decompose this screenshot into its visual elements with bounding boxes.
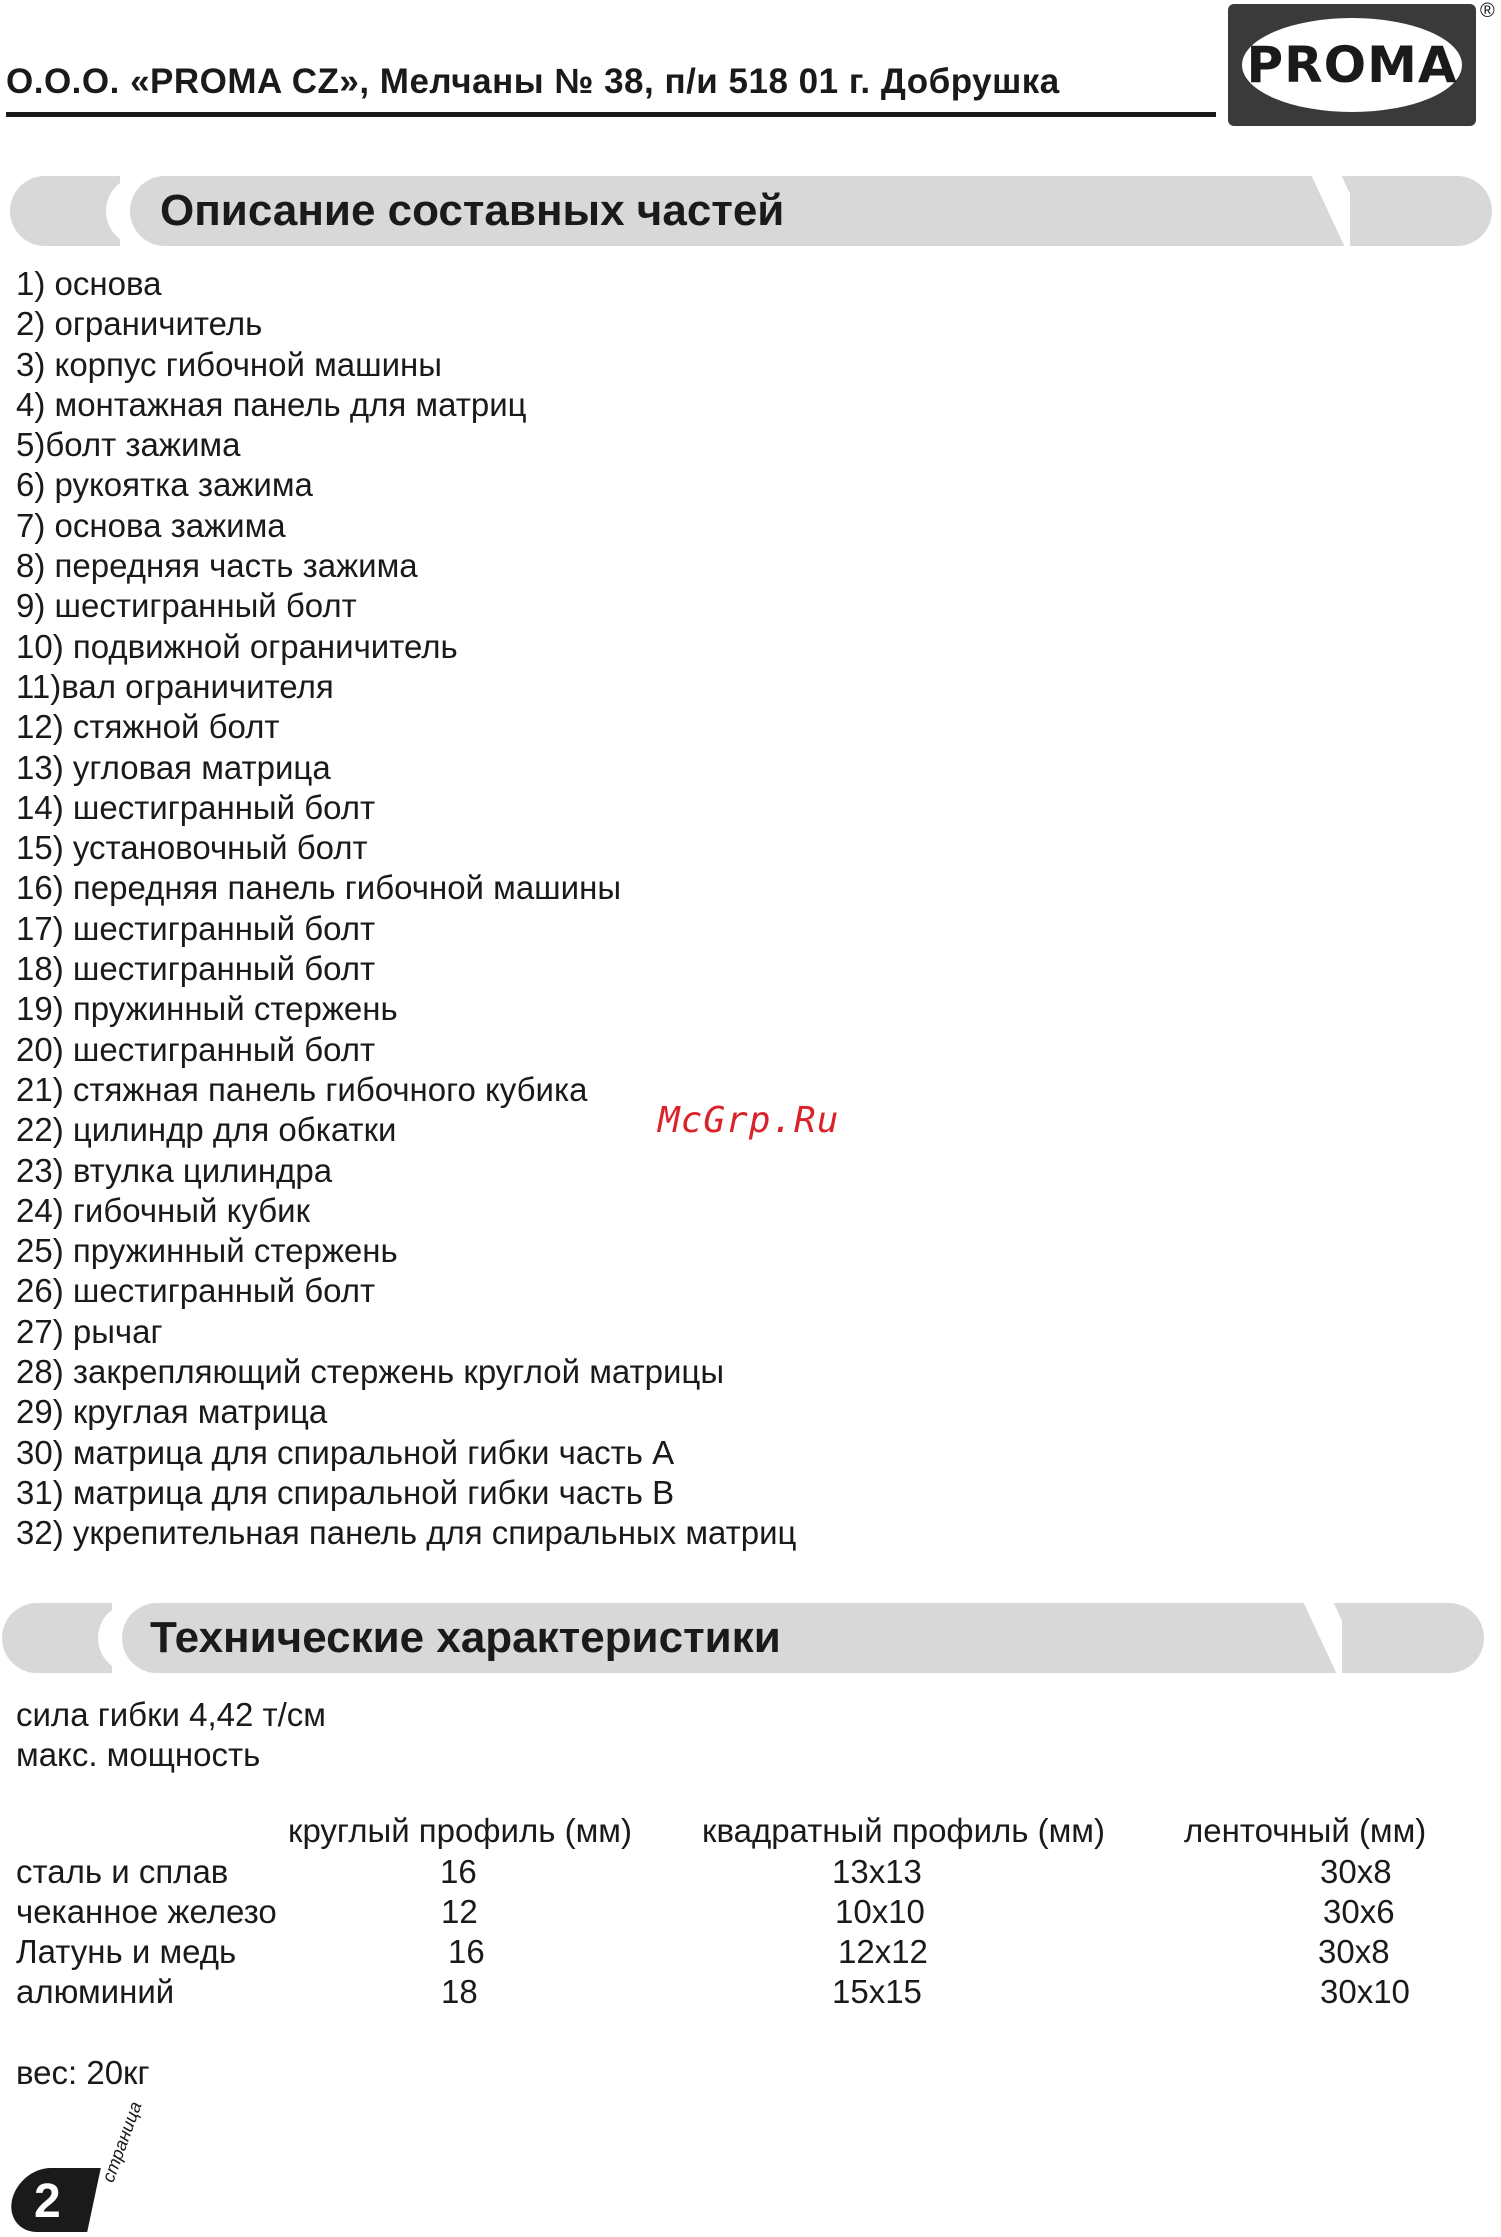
table-cell-square: 13x13 <box>832 1853 922 1890</box>
parts-list-item: 11)вал ограничителя <box>16 667 334 705</box>
parts-list-item: 8) передняя часть зажима <box>16 547 418 585</box>
parts-list-item: 9) шестигранный болт <box>16 587 357 625</box>
parts-section-banner <box>10 176 1492 246</box>
parts-list-item: 3) корпус гибочной машины <box>16 345 442 383</box>
parts-list-item: 18) шестигранный болт <box>16 950 376 988</box>
parts-list-item: 1) основа <box>16 265 162 302</box>
weight: вес: 20кг <box>16 2054 150 2091</box>
table-cell-square: 15x15 <box>832 1973 922 2010</box>
header-divider <box>6 112 1216 117</box>
parts-section-title: Описание составных частей <box>160 186 785 235</box>
parts-list-item: 7) основа зажима <box>16 506 286 544</box>
registered-mark: ® <box>1480 0 1495 22</box>
table-cell-strip: 30x10 <box>1320 1973 1410 2010</box>
table-cell-strip: 30x8 <box>1318 1933 1390 1970</box>
table-row-material: Латунь и медь <box>16 1933 237 1970</box>
parts-list-item: 19) пружинный стержень <box>16 990 398 1028</box>
parts-list-item: 28) закрепляющий стержень круглой матрицы <box>16 1353 725 1391</box>
table-cell-round: 12 <box>441 1893 478 1930</box>
logo-oval <box>1242 18 1462 112</box>
parts-list-item: 20) шестигранный болт <box>16 1030 376 1068</box>
parts-list-item: 24) гибочный кубик <box>16 1191 311 1229</box>
table-row-material: сталь и сплав <box>16 1853 229 1890</box>
page-number: 2 <box>34 2175 61 2228</box>
parts-list-item: 5)болт зажима <box>16 426 241 464</box>
table-cell-round: 18 <box>441 1973 478 2010</box>
banner-right-cap <box>1342 1603 1484 1673</box>
proma-logo <box>1228 4 1476 126</box>
bending-force: сила гибки 4,42 т/см <box>16 1696 326 1733</box>
parts-list-item: 29) круглая матрица <box>16 1393 328 1431</box>
parts-list-item: 17) шестигранный болт <box>16 909 376 947</box>
col-header-round: круглый профиль (мм) <box>288 1812 632 1849</box>
table-row-material: чеканное железо <box>16 1893 277 1930</box>
parts-list-item: 32) укрепительная панель для спиральных матриц <box>16 1514 797 1552</box>
parts-list-item: 16) передняя панель гибочной машины <box>16 869 622 907</box>
table-cell-square: 10x10 <box>835 1893 925 1930</box>
table-cell-round: 16 <box>448 1933 485 1970</box>
parts-list <box>16 264 796 1554</box>
parts-list-item: 2) ограничитель <box>16 305 263 343</box>
max-power: макс. мощность <box>16 1736 261 1773</box>
parts-list-item: 4) монтажная панель для матриц <box>16 385 527 423</box>
parts-list-item: 25) пружинный стержень <box>16 1232 398 1270</box>
parts-list-item: 21) стяжная панель гибочного кубика <box>16 1070 588 1108</box>
parts-list-item: 6) рукоятка зажима <box>16 466 313 504</box>
banner-left-cap <box>10 176 120 246</box>
parts-list-item: 30) матрица для спиральной гибки часть А <box>16 1433 675 1471</box>
parts-list-item: 22) цилиндр для обкатки <box>16 1111 397 1149</box>
company-address: О.О.О. «PROMA CZ», Мелчаны № 38, п/и 518 01 г. Добрушка <box>6 62 1060 101</box>
page-number-badge <box>12 2168 104 2232</box>
col-header-square: квадратный профиль (мм) <box>702 1812 1105 1849</box>
parts-list-item: 12) стяжной болт <box>16 708 280 746</box>
specs-section-title: Технические характеристики <box>150 1613 781 1662</box>
table-cell-strip: 30x8 <box>1320 1853 1392 1890</box>
col-header-strip: ленточный (мм) <box>1184 1812 1427 1849</box>
logo-text: PROMA <box>1246 36 1458 94</box>
parts-list-item: 10) подвижной ограничитель <box>16 627 458 665</box>
parts-list-item: 31) матрица для спиральной гибки часть В <box>16 1473 675 1511</box>
parts-list-item: 23) втулка цилиндра <box>16 1151 333 1189</box>
watermark-text: McGrp.Ru <box>658 1100 840 1141</box>
banner-right-cap <box>1350 176 1492 246</box>
parts-list-item: 26) шестигранный болт <box>16 1272 376 1310</box>
banner-left-cap <box>2 1603 112 1673</box>
table-cell-round: 16 <box>440 1853 477 1890</box>
parts-list-item: 13) угловая матрица <box>16 748 331 786</box>
parts-list-item: 14) шестигранный болт <box>16 788 376 826</box>
specs-section-banner <box>2 1603 1484 1673</box>
parts-list-item: 27) рычаг <box>16 1312 163 1350</box>
table-row-material: алюминий <box>16 1973 175 2010</box>
table-cell-strip: 30x6 <box>1323 1893 1395 1930</box>
page-word: страница <box>98 2098 146 2185</box>
table-cell-square: 12x12 <box>838 1933 928 1970</box>
parts-list-item: 15) установочный болт <box>16 829 368 867</box>
